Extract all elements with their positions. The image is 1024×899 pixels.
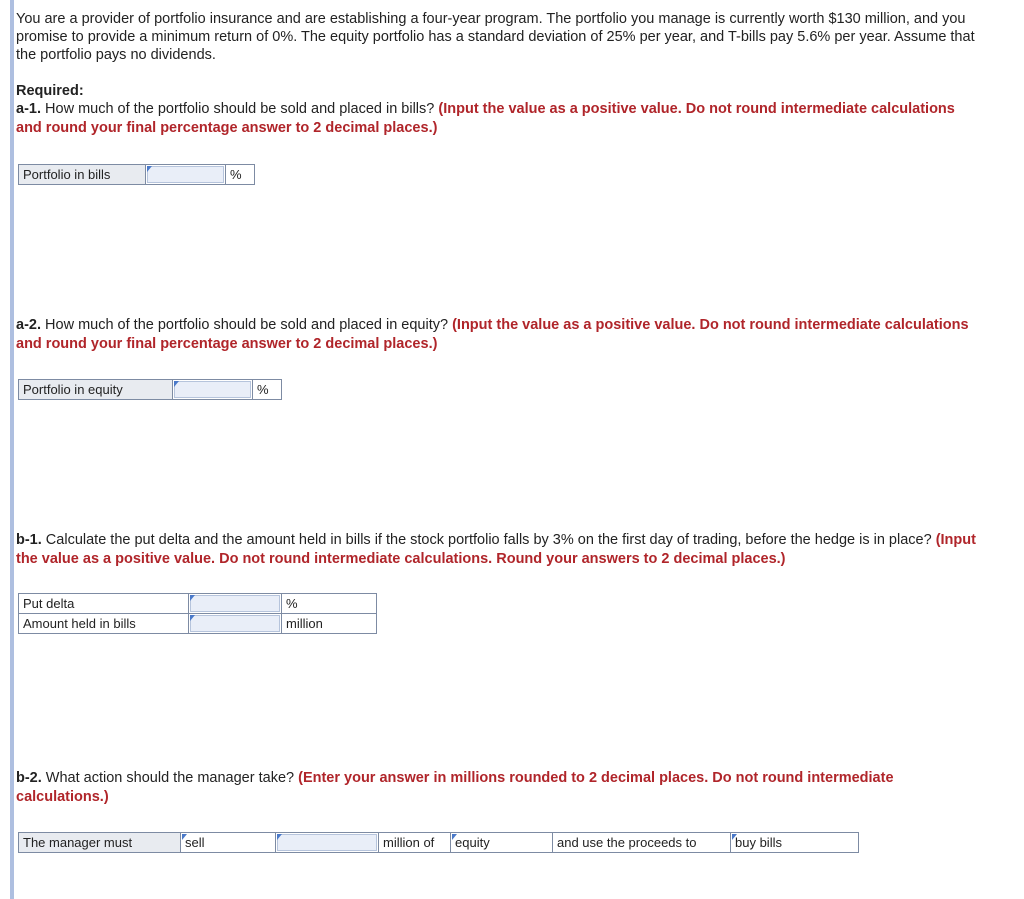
question-instruction: (Input the value as a positive value. Do not round intermediate calculations and round your final percentage answer to 2 decimal places.) [16,317,969,352]
table-row [19,614,377,634]
question-content [16,10,976,138]
put-delta-input[interactable] [189,594,282,614]
unit-label: million [282,614,377,634]
question-a1 [16,100,976,138]
answer-table-a1 [18,164,255,185]
row-label: Amount held in bills [19,614,189,634]
input-flag-icon [147,166,152,172]
required-heading: Required: [16,83,84,99]
problem-statement: You are a provider of portfolio insurance and are establishing a four-year program. The portfolio you manage is currently worth $130 million, and you promise to provide a minimum return of 0%. The equity portfolio has a standard deviation of 25% per year, and T-bills pay 5.6% per year. Assume that the portfolio pays no dividends. [16,11,975,63]
table-row [19,833,859,853]
input-flag-icon [277,834,282,840]
answer-table-b2 [18,832,859,853]
row-label: Portfolio in bills [19,165,146,185]
row-label: Put delta [19,594,189,614]
left-margin-rule [10,0,14,899]
asset-select-value: equity [455,835,490,850]
question-number: b-1. [16,532,42,548]
question-instruction: (Input the value as a positive value. Do not round intermediate calculations and round your final percentage answer to 2 decimal places.) [16,101,955,136]
asset-select[interactable] [451,833,553,853]
unit-label: % [226,165,255,185]
question-instruction: (Enter your answer in millions rounded to 2 decimal places. Do not round intermediate calculations.) [16,770,894,805]
question-text: Calculate the put delta and the amount held in bills if the stock portfolio falls by 3% on the first day of trading, before the hedge is in place? [41,532,936,548]
select-flag-icon [182,834,187,840]
portfolio-in-equity-input[interactable] [173,380,253,400]
portfolio-in-bills-input[interactable] [146,165,226,185]
question-text: How much of the portfolio should be sold and placed in equity? [41,317,453,333]
input-flag-icon [190,595,195,601]
action-select-value: sell [185,835,205,850]
action-select[interactable] [181,833,276,853]
million-amount-input[interactable] [276,833,379,853]
table-row [19,165,255,185]
question-b1 [16,531,976,569]
question-text: How much of the portfolio should be sold and placed in bills? [41,101,439,117]
answer-table-b1 [18,593,377,634]
question-number: a-2. [16,317,41,333]
proceeds-label: and use the proceeds to [553,833,731,853]
question-instruction: (Input the value as a positive value. Do not round intermediate calculations. Round your answers to 2 decimal places.) [16,532,976,567]
amount-held-in-bills-input[interactable] [189,614,282,634]
input-flag-icon [174,381,179,387]
question-number: a-1. [16,101,41,117]
unit-label: million of [379,833,451,853]
input-flag-icon [190,615,195,621]
unit-label: % [253,380,282,400]
question-number: b-2. [16,770,42,786]
row-label: The manager must [19,833,181,853]
row-label: Portfolio in equity [19,380,173,400]
answer-table-a2 [18,379,282,400]
table-row [19,594,377,614]
select-flag-icon [732,834,737,840]
use-select-value: buy bills [735,835,782,850]
question-b2 [16,769,976,807]
use-select[interactable] [731,833,859,853]
table-row [19,380,282,400]
question-text: What action should the manager take? [41,770,299,786]
unit-label: % [282,594,377,614]
select-flag-icon [452,834,457,840]
question-a2 [16,316,976,354]
